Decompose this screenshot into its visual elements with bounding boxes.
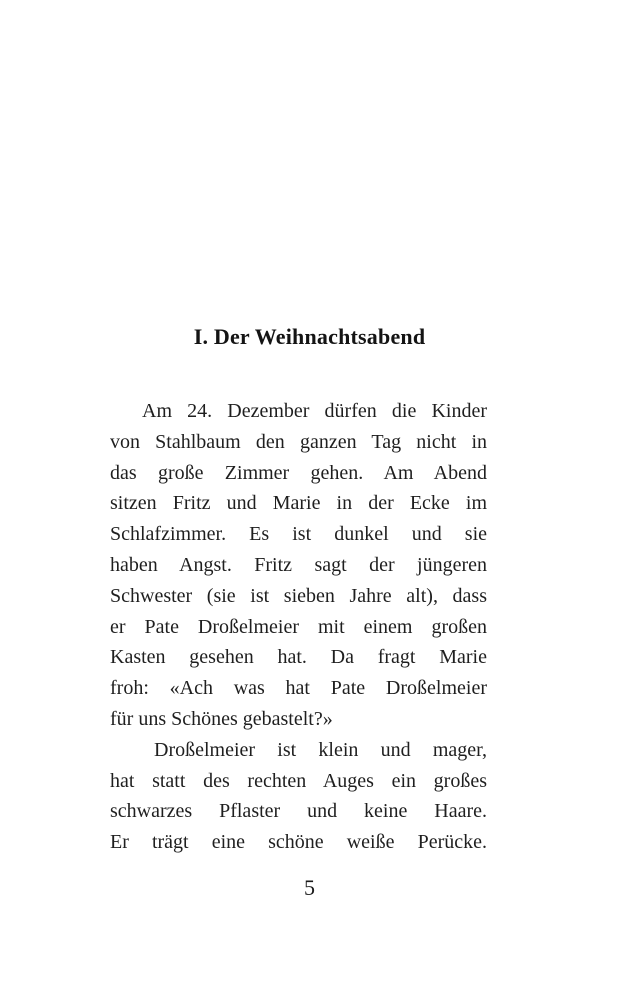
chapter-title: I. Der Weihnachtsabend: [193, 324, 426, 349]
paragraph-1-line-4: sitzen Fritz und Marie in der Ecke im: [110, 492, 487, 515]
paragraph-2-line-2: hat statt des rechten Auges ein großes: [110, 769, 487, 792]
paragraph-1-line-3: das große Zimmer gehen. Am Abend: [110, 461, 487, 484]
paragraph-1-line-6: haben Angst. Fritz sagt der jüngeren: [110, 553, 487, 576]
paragraph-1-line-1: Am 24. Dezember dürfen die Kinder: [142, 400, 487, 422]
paragraph-1-line-5: Schlafzimmer. Es ist dunkel und sie: [110, 523, 487, 546]
paragraph-1-line-11: für uns Schönes gebastelt?»: [110, 707, 333, 730]
paragraph-1-line-9: Kasten gesehen hat. Da fragt Marie: [110, 646, 487, 669]
paragraph-1-line-2: von Stahlbaum den ganzen Tag nicht in: [110, 430, 487, 453]
paragraph-2-line-4: Er trägt eine schöne weiße Perücke.: [110, 831, 487, 854]
paragraph-1-line-8: er Pate Droßelmeier mit einem großen: [110, 615, 487, 638]
page-number: 5: [304, 875, 315, 900]
paragraph-2-line-1: Droßelmeier ist klein und mager,: [154, 738, 487, 761]
paragraph-2-line-3: schwarzes Pflaster und keine Haare.: [110, 800, 487, 823]
paragraph-1-line-10: froh: «Ach was hat Pate Droßelmeier: [110, 677, 487, 700]
paragraph-1-line-7: Schwester (sie ist sieben Jahre alt), dass: [110, 584, 487, 607]
body-text: [110, 396, 487, 858]
